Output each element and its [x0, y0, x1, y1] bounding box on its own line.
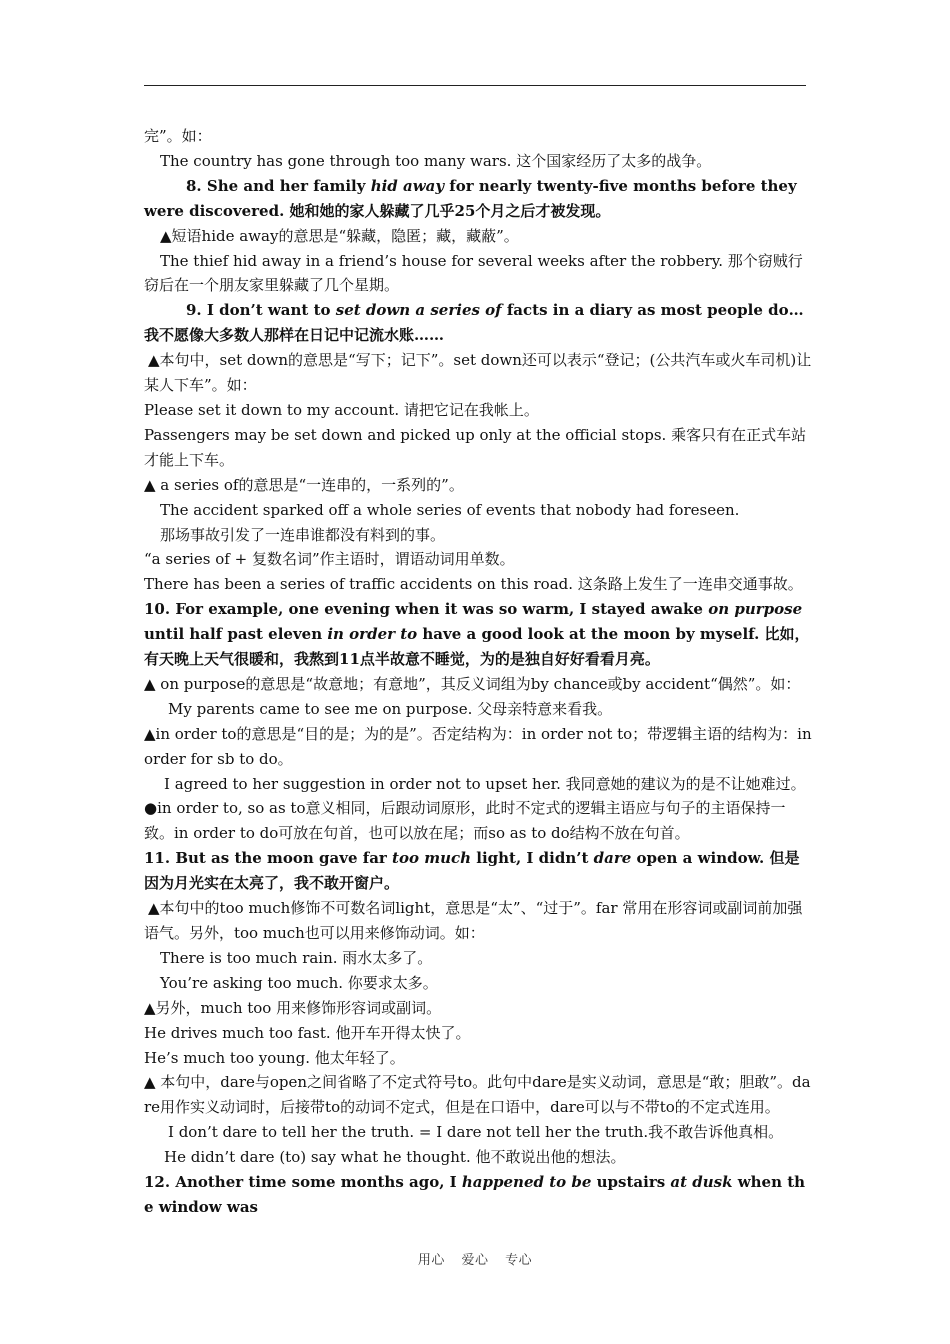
note-too-much: ▲本句中的too much修饰不可数名词light，意思是“太”、“过于”。far 常用在形容词或副词前加强语气。另外，too much也可以用来修饰动词。如：	[144, 899, 803, 942]
sentence-8-end: for nearly twenty-five months before they were discovered. 她和她的家人躲藏了几乎25个月之后才被发现。	[144, 176, 797, 220]
phrase-on-purpose: on purpose	[708, 600, 803, 619]
numbered-sentence-8	[144, 174, 812, 224]
note-hide-away: ▲短语hide away的意思是“躲藏，隐匿；藏，藏蔽”。	[160, 226, 519, 245]
note-in-order-to: ▲in order to的意思是“目的是；为的是”。否定结构为：in order not to；带逻辑主语的结构为：in order for sb to do。	[144, 724, 812, 768]
example-sentence: The country has gone through too many wars. 这个国家经历了太多的战争。	[160, 151, 712, 170]
example-sentence: You’re asking too much. 你要求太多。	[160, 973, 438, 992]
phrase-in-order-to: in order to	[327, 625, 418, 644]
sentence-10-part2: until half past eleven	[144, 625, 328, 644]
sentence-11-part2: light, I didn’t	[471, 849, 594, 868]
page-footer	[0, 1249, 950, 1268]
phrase-too-much: too much	[392, 849, 472, 868]
numbered-sentence-9	[144, 298, 812, 348]
phrase-hid-away: hid away	[370, 176, 445, 195]
sentence-10-part1: 10. For example, one evening when it was so warm, I stayed awake	[144, 600, 709, 619]
example-sentence: He’s much too young. 他太年轻了。	[144, 1048, 405, 1067]
page-content	[144, 124, 812, 1220]
text-line: 完”。如：	[144, 127, 212, 145]
header-rule	[144, 85, 806, 86]
numbered-sentence-11	[144, 846, 812, 896]
numbered-sentence-12	[144, 1170, 812, 1220]
grammar-note: “a series of + 复数名词”作主语时，谓语动词用单数。	[144, 550, 515, 569]
footer-word: 爱心	[461, 1253, 489, 1268]
example-sentence: Please set it down to my account. 请把它记在我帐上。	[144, 400, 539, 419]
sentence-12-part1: 12. Another time some months ago, I	[144, 1173, 462, 1192]
sentence-9-start: 9. I don’t want to	[186, 301, 336, 320]
example-sentence: The thief hid away in a friend’s house for several weeks after the robbery. 那个窃贼行窃后在一个朋友家里躲藏了几个星期。	[144, 251, 803, 295]
sentence-11-part1: 11. But as the moon gave far	[144, 849, 393, 868]
phrase-at-dusk: at dusk	[670, 1173, 733, 1192]
sentence-12-part3: when the window was	[144, 1173, 806, 1216]
phrase-happened-to-be: happened to be	[461, 1173, 592, 1192]
example-sentence: My parents came to see me on purpose. 父母亲特意来看我。	[168, 699, 613, 718]
note-set-down: ▲本句中，set down的意思是“写下；记下”。set down还可以表示“登记；(公共汽车或火车司机)让某人下车”。如：	[144, 351, 812, 395]
note-dare: ▲ 本句中，dare与open之间省略了不定式符号to。此句中dare是实义动词，意思是“敢；胆敢”。dare用作实义动词时，后接带to的动词不定式，但是在口语中，dare可以与不带to的不定式连用。	[144, 1073, 811, 1117]
footer-word: 用心	[417, 1253, 445, 1268]
footer-word: 专心	[505, 1253, 533, 1268]
example-sentence: Passengers may be set down and picked up only at the official stops. 乘客只有在正式车站才能上下车。	[144, 425, 807, 469]
sentence-10-part3: have a good look at the moon by myself. 比如，有天晚上天气很暖和，我熬到11点半故意不睡觉，为的是独自好好看看月亮。	[144, 625, 810, 669]
example-sentence: There has been a series of traffic accidents on this road. 这条路上发生了一连串交通事故。	[144, 575, 803, 594]
example-sentence: I agreed to her suggestion in order not to upset her. 我同意她的建议为的是不让她难过。	[164, 774, 806, 793]
sentence-9-end: facts in a diary as most people do… 我不愿像大多数人那样在日记中记流水账……	[144, 301, 804, 345]
sentence-11-part3: open a window. 但是因为月光实在太亮了，我不敢开窗户。	[144, 849, 800, 893]
grammar-note: ●in order to, so as to意义相同，后跟动词原形，此时不定式的逻辑主语应与句子的主语保持一致。in order to do可放在句首，也可以放在尾；而so as to do结构不放在句首。	[144, 799, 786, 843]
note-on-purpose: ▲ on purpose的意思是“故意地；有意地”，其反义词组为by chance或by accident“偶然”。如：	[144, 674, 801, 693]
note-a-series-of: ▲ a series of的意思是“一连串的，一系列的”。	[144, 475, 464, 494]
example-sentence: He drives much too fast. 他开车开得太快了。	[144, 1023, 471, 1042]
sentence-12-part2: upstairs	[591, 1173, 671, 1192]
phrase-dare: dare	[593, 849, 632, 868]
example-sentence: I don’t dare to tell her the truth. = I dare not tell her the truth.我不敢告诉他真相。	[168, 1123, 784, 1142]
example-sentence: The accident sparked off a whole series of events that nobody had foreseen.	[160, 500, 740, 519]
example-sentence: There is too much rain. 雨水太多了。	[160, 948, 433, 967]
example-translation: 那场事故引发了一连串谁都没有料到的事。	[160, 525, 446, 544]
note-much-too: ▲另外，much too 用来修饰形容词或副词。	[144, 998, 442, 1017]
numbered-sentence-10	[144, 597, 812, 672]
sentence-8-start: 8. She and her family	[186, 176, 371, 195]
phrase-set-down: set down a series of	[335, 301, 502, 320]
example-sentence: He didn’t dare (to) say what he thought. 他不敢说出他的想法。	[164, 1148, 626, 1167]
